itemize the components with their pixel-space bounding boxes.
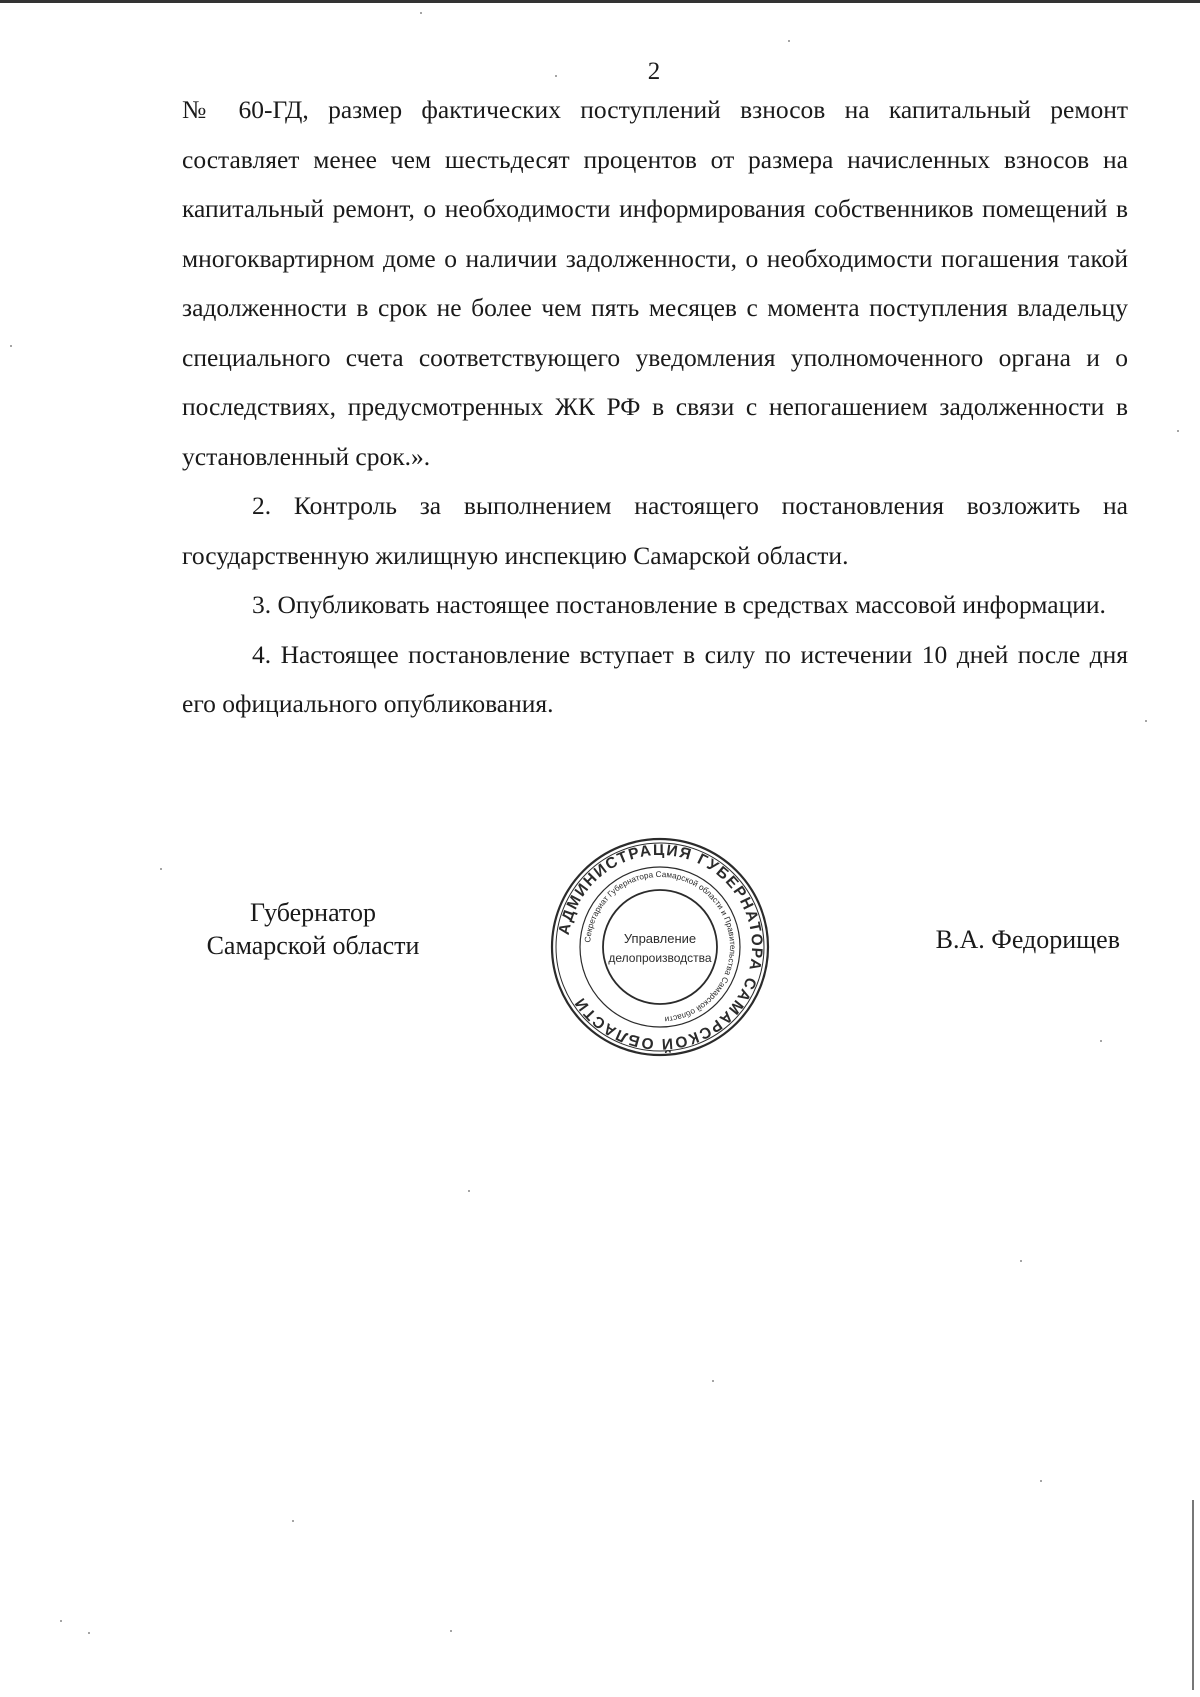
scan-edge-line <box>1192 1500 1194 1690</box>
paragraph-item-4: 4. Настоящее постановление вступает в силу по истечении 10 дней после дня его официального опубликования. <box>182 639 1128 718</box>
scan-speck <box>1100 1040 1102 1042</box>
seal-center-line-2: делопроизводства <box>608 951 712 965</box>
scan-speck <box>1020 1260 1022 1262</box>
official-seal <box>548 835 772 1059</box>
signatory-title-line-1: Губернатор <box>250 898 376 927</box>
scan-speck <box>10 345 12 347</box>
scan-speck <box>788 40 790 42</box>
signatory-title-line-2: Самарской области <box>206 931 420 960</box>
document-body <box>182 85 1128 729</box>
seal-middle-ring <box>580 867 740 1027</box>
scan-speck <box>420 12 422 14</box>
scan-speck <box>160 868 162 870</box>
scan-speck <box>1040 1480 1042 1482</box>
scan-speck <box>1145 720 1147 722</box>
seal-center-line-1: Управление <box>623 931 697 946</box>
signatory-name: В.А. Федорищев <box>935 925 1120 954</box>
scan-top-edge <box>0 0 1200 3</box>
scan-speck <box>712 1380 714 1382</box>
seal-inner-text: Секретариат Губернатора Самарской области и Правительства Самарской области <box>583 869 738 1024</box>
scan-speck <box>88 1632 90 1634</box>
scan-speck <box>450 1630 452 1632</box>
paragraph-continuation: № 60-ГД, размер фактических поступлений взносов на капитальный ремонт составляет менее чем шестьдесят процентов от размера начисленных взносов на капитальный ремонт, о необходимости информирования собственников помещений в многоквартирном доме о наличии задолженности, о необходимости погашения такой задолженности в срок не более чем пять месяцев с момента поступления владельцу специального счета соответствующего уведомления уполномоченного органа и о последствиях, предусмотренных ЖК РФ в связи с непогашением задолженности в установленный срок.». <box>182 95 1128 471</box>
scan-speck <box>468 1190 470 1192</box>
seal-inner-ring <box>603 890 717 1004</box>
paragraph-item-3: 3. Опубликовать настоящее постановление в средствах массовой информации. <box>252 590 1106 619</box>
scan-speck <box>60 1620 62 1622</box>
signatory-title <box>188 896 438 962</box>
scan-speck <box>1177 430 1179 432</box>
seal-outer-text: АДМИНИСТРАЦИЯ ГУБЕРНАТОРА САМАРСКОЙ ОБЛАСТИ <box>555 841 766 1053</box>
page-number: 2 <box>647 58 661 85</box>
paragraph-item-2: 2. Контроль за выполнением настоящего постановления возложить на государственную жилищную инспекцию Самарской области. <box>182 491 1128 570</box>
scan-speck <box>292 1520 294 1522</box>
scan-speck <box>555 75 557 77</box>
